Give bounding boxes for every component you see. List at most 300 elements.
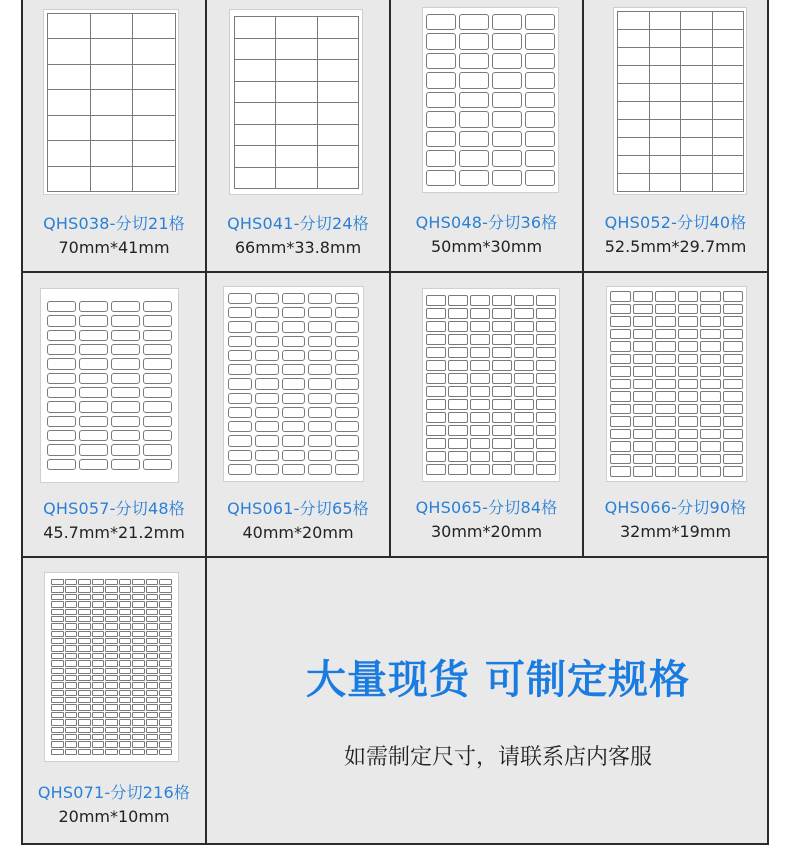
sticker-label xyxy=(255,421,279,432)
sticker-label xyxy=(132,660,145,666)
sticker-label xyxy=(92,653,105,659)
sticker-label xyxy=(79,444,108,455)
sticker-label xyxy=(426,399,446,410)
sticker-label xyxy=(723,354,744,365)
sticker-label xyxy=(536,464,556,475)
sticker-label xyxy=(78,675,91,681)
sticker-label xyxy=(51,734,64,740)
sticker-label xyxy=(228,364,252,375)
sticker-label xyxy=(159,719,172,725)
sticker-label xyxy=(655,366,676,377)
sticker-label xyxy=(633,466,654,477)
sticker-label xyxy=(514,360,534,371)
sticker-label xyxy=(146,741,159,747)
label-sheet-preview xyxy=(229,9,363,195)
sticker-label xyxy=(105,586,118,592)
grid-line xyxy=(205,0,207,844)
sticker-label xyxy=(65,690,78,696)
sticker-label xyxy=(426,33,456,49)
sticker-label xyxy=(723,429,744,440)
sticker-label xyxy=(146,690,159,696)
sticker-label xyxy=(536,412,556,423)
sticker-label xyxy=(51,704,64,710)
sticker-label xyxy=(111,459,140,470)
sticker-label xyxy=(228,407,252,418)
sticker-label xyxy=(51,579,64,585)
sticker-label xyxy=(119,741,132,747)
sticker-label xyxy=(678,329,699,340)
sticker-label xyxy=(228,321,252,332)
sticker-label xyxy=(105,712,118,718)
sticker-label xyxy=(92,704,105,710)
sticker-label xyxy=(92,594,105,600)
sticker-label xyxy=(678,454,699,465)
sticker-label xyxy=(492,386,512,397)
sticker-label xyxy=(525,150,555,166)
sticker-label xyxy=(105,690,118,696)
sticker-label xyxy=(335,336,359,347)
sticker-label xyxy=(282,378,306,389)
sticker-label xyxy=(448,399,468,410)
sticker-label xyxy=(92,682,105,688)
sticker-label xyxy=(119,675,132,681)
sticker-label xyxy=(426,150,456,166)
sticker-label xyxy=(78,727,91,733)
sticker-label xyxy=(308,450,332,461)
sticker-label xyxy=(610,291,631,302)
sticker-label xyxy=(90,166,134,192)
sticker-label xyxy=(90,140,134,166)
sticker-label xyxy=(678,416,699,427)
sticker-label xyxy=(146,645,159,651)
sticker-label xyxy=(255,364,279,375)
sticker-label xyxy=(610,416,631,427)
sticker-label xyxy=(525,72,555,88)
sticker-label xyxy=(700,391,721,402)
sticker-label xyxy=(92,734,105,740)
sticker-label xyxy=(459,92,489,108)
sticker-label xyxy=(146,668,159,674)
sticker-label xyxy=(655,466,676,477)
sticker-label xyxy=(655,316,676,327)
sticker-label xyxy=(47,416,76,427)
sticker-label xyxy=(282,393,306,404)
promo-title: 大量现货 可制定规格 xyxy=(306,657,690,703)
sticker-label xyxy=(78,734,91,740)
sticker-label xyxy=(143,444,172,455)
sticker-label xyxy=(610,304,631,315)
sticker-label xyxy=(514,321,534,332)
sticker-label xyxy=(492,451,512,462)
sticker-label xyxy=(712,101,745,120)
sticker-label xyxy=(514,334,534,345)
sticker-label xyxy=(617,101,650,120)
sticker-label xyxy=(255,336,279,347)
sticker-label xyxy=(65,594,78,600)
sticker-label xyxy=(426,425,446,436)
sticker-label xyxy=(610,366,631,377)
sticker-label xyxy=(282,336,306,347)
sticker-label xyxy=(111,344,140,355)
sticker-label xyxy=(105,594,118,600)
sticker-label xyxy=(655,354,676,365)
sticker-label xyxy=(51,719,64,725)
sticker-label xyxy=(649,173,682,192)
sticker-label xyxy=(143,315,172,326)
sticker-label xyxy=(649,137,682,156)
sticker-label xyxy=(119,668,132,674)
sticker-label xyxy=(119,704,132,710)
sticker-label xyxy=(119,645,132,651)
sticker-label xyxy=(633,304,654,315)
sticker-label xyxy=(65,609,78,615)
sticker-label xyxy=(308,336,332,347)
sticker-label xyxy=(514,373,534,384)
sticker-label xyxy=(119,712,132,718)
sticker-label xyxy=(536,425,556,436)
sticker-label xyxy=(159,601,172,607)
sticker-label xyxy=(78,749,91,755)
sticker-label xyxy=(47,315,76,326)
sticker-label xyxy=(92,749,105,755)
sticker-label xyxy=(92,660,105,666)
sticker-label xyxy=(426,14,456,30)
grid-line xyxy=(21,843,769,845)
sticker-label xyxy=(680,65,713,84)
sticker-label xyxy=(228,293,252,304)
label-sheet-preview xyxy=(44,572,179,762)
sticker-label xyxy=(228,378,252,389)
sticker-label xyxy=(105,668,118,674)
sticker-label xyxy=(723,391,744,402)
sticker-label xyxy=(426,72,456,88)
sticker-label xyxy=(65,712,78,718)
sticker-label xyxy=(610,379,631,390)
sticker-label xyxy=(680,11,713,30)
sticker-label xyxy=(78,653,91,659)
sticker-label xyxy=(712,29,745,48)
sticker-label xyxy=(47,330,76,341)
sticker-label xyxy=(255,321,279,332)
sticker-label xyxy=(700,354,721,365)
sticker-label xyxy=(448,360,468,371)
sticker-label xyxy=(105,601,118,607)
sticker-label xyxy=(448,464,468,475)
sticker-label xyxy=(228,350,252,361)
sticker-label xyxy=(78,704,91,710)
label-sheet-preview xyxy=(43,9,179,195)
sticker-label xyxy=(47,115,91,141)
sticker-label xyxy=(111,416,140,427)
sticker-label xyxy=(92,638,105,644)
sticker-label xyxy=(426,334,446,345)
sticker-label xyxy=(159,631,172,637)
sticker-label xyxy=(119,682,132,688)
product-size: 70mm*41mm xyxy=(58,238,170,257)
sticker-label xyxy=(655,329,676,340)
sticker-label xyxy=(47,401,76,412)
sticker-label xyxy=(234,167,276,190)
sticker-label xyxy=(159,623,172,629)
sticker-label xyxy=(92,712,105,718)
sticker-label xyxy=(146,601,159,607)
sticker-label xyxy=(633,316,654,327)
grid-line xyxy=(767,0,769,844)
sticker-label xyxy=(132,586,145,592)
sticker-label xyxy=(65,668,78,674)
sticker-label xyxy=(655,404,676,415)
sticker-label xyxy=(228,393,252,404)
sticker-label xyxy=(536,451,556,462)
sticker-label xyxy=(111,301,140,312)
sticker-label xyxy=(132,668,145,674)
sticker-label xyxy=(678,304,699,315)
sticker-label xyxy=(146,653,159,659)
sticker-label xyxy=(78,719,91,725)
sticker-label xyxy=(678,404,699,415)
sticker-label xyxy=(47,89,91,115)
sticker-label xyxy=(51,668,64,674)
sticker-label xyxy=(51,586,64,592)
sticker-label xyxy=(65,704,78,710)
sticker-label xyxy=(65,697,78,703)
sticker-label xyxy=(111,444,140,455)
sticker-label xyxy=(146,594,159,600)
sticker-label xyxy=(470,360,490,371)
sticker-label xyxy=(79,315,108,326)
sticker-label xyxy=(426,92,456,108)
sticker-label xyxy=(723,341,744,352)
sticker-label xyxy=(92,609,105,615)
sticker-label xyxy=(228,450,252,461)
sticker-label xyxy=(143,430,172,441)
sticker-label xyxy=(51,690,64,696)
sticker-label xyxy=(678,441,699,452)
sticker-label xyxy=(723,416,744,427)
sticker-label xyxy=(492,321,512,332)
sticker-label xyxy=(617,173,650,192)
sticker-label xyxy=(723,316,744,327)
sticker-label xyxy=(78,609,91,615)
sticker-label xyxy=(712,137,745,156)
sticker-label xyxy=(514,451,534,462)
sticker-label xyxy=(146,638,159,644)
sticker-label xyxy=(492,347,512,358)
sticker-label xyxy=(105,645,118,651)
sticker-label xyxy=(228,421,252,432)
sticker-label xyxy=(678,466,699,477)
sticker-label xyxy=(159,594,172,600)
sticker-label xyxy=(111,430,140,441)
sticker-label xyxy=(159,749,172,755)
sticker-label xyxy=(105,638,118,644)
sticker-label xyxy=(308,407,332,418)
sticker-label xyxy=(655,341,676,352)
sticker-label xyxy=(51,645,64,651)
sticker-label xyxy=(470,321,490,332)
sticker-label xyxy=(255,350,279,361)
sticker-label xyxy=(143,416,172,427)
sticker-label xyxy=(159,741,172,747)
sticker-label xyxy=(525,131,555,147)
sticker-label xyxy=(470,295,490,306)
sticker-label xyxy=(470,386,490,397)
sticker-label xyxy=(51,631,64,637)
sticker-label xyxy=(655,291,676,302)
sticker-label xyxy=(159,660,172,666)
sticker-label xyxy=(119,697,132,703)
sticker-label xyxy=(51,749,64,755)
sticker-label xyxy=(492,14,522,30)
sticker-label xyxy=(255,435,279,446)
sticker-label xyxy=(459,150,489,166)
sticker-label xyxy=(111,373,140,384)
sticker-label xyxy=(492,53,522,69)
sticker-label xyxy=(514,425,534,436)
sticker-label xyxy=(105,631,118,637)
sticker-label xyxy=(119,734,132,740)
sticker-label xyxy=(65,645,78,651)
sticker-label xyxy=(159,704,172,710)
sticker-label xyxy=(655,454,676,465)
product-model: QHS057-分切48格 xyxy=(43,499,185,518)
sticker-label xyxy=(700,366,721,377)
sticker-label xyxy=(275,59,317,82)
sticker-label xyxy=(678,316,699,327)
sticker-label xyxy=(105,579,118,585)
sticker-label xyxy=(335,293,359,304)
sticker-label xyxy=(132,631,145,637)
sticker-label xyxy=(514,347,534,358)
sticker-label xyxy=(282,421,306,432)
sticker-label xyxy=(680,155,713,174)
sticker-label xyxy=(132,140,176,166)
sticker-label xyxy=(492,111,522,127)
sticker-label xyxy=(655,304,676,315)
sticker-label xyxy=(47,140,91,166)
sticker-label xyxy=(92,601,105,607)
sticker-label xyxy=(132,734,145,740)
sticker-label xyxy=(723,379,744,390)
sticker-label xyxy=(655,379,676,390)
sticker-label xyxy=(132,749,145,755)
sticker-label xyxy=(308,464,332,475)
label-sheet-preview xyxy=(223,286,364,482)
sticker-label xyxy=(680,83,713,102)
sticker-label xyxy=(610,429,631,440)
sticker-label xyxy=(65,586,78,592)
sticker-label xyxy=(65,749,78,755)
sticker-label xyxy=(47,459,76,470)
sticker-label xyxy=(228,464,252,475)
product-size: 50mm*30mm xyxy=(430,237,543,256)
sticker-label xyxy=(282,307,306,318)
sticker-label xyxy=(119,601,132,607)
sticker-label xyxy=(655,429,676,440)
sticker-label xyxy=(119,638,132,644)
sticker-label xyxy=(255,407,279,418)
product-model: QHS038-分切21格 xyxy=(43,214,185,233)
sticker-label xyxy=(65,638,78,644)
sticker-label xyxy=(470,438,490,449)
sticker-label xyxy=(275,167,317,190)
sticker-label xyxy=(700,416,721,427)
sticker-label xyxy=(119,631,132,637)
sticker-label xyxy=(92,579,105,585)
sticker-label xyxy=(146,579,159,585)
sticker-label xyxy=(159,734,172,740)
sticker-label xyxy=(234,59,276,82)
sticker-label xyxy=(78,741,91,747)
sticker-label xyxy=(680,101,713,120)
sticker-label xyxy=(723,329,744,340)
sticker-label xyxy=(649,83,682,102)
sticker-label xyxy=(146,719,159,725)
sticker-label xyxy=(90,64,134,90)
grid-line xyxy=(21,0,23,844)
sticker-label xyxy=(448,438,468,449)
sticker-label xyxy=(633,454,654,465)
sticker-label xyxy=(228,307,252,318)
sticker-label xyxy=(536,321,556,332)
sticker-label xyxy=(78,601,91,607)
sticker-label xyxy=(308,364,332,375)
sticker-label xyxy=(514,386,534,397)
sticker-label xyxy=(536,295,556,306)
sticker-label xyxy=(92,623,105,629)
sticker-label xyxy=(92,719,105,725)
sticker-label xyxy=(459,33,489,49)
sticker-label xyxy=(255,393,279,404)
sticker-label xyxy=(308,350,332,361)
sticker-label xyxy=(234,16,276,39)
sticker-label xyxy=(514,464,534,475)
sticker-label xyxy=(335,321,359,332)
sticker-label xyxy=(78,586,91,592)
sticker-label xyxy=(92,616,105,622)
sticker-label xyxy=(119,623,132,629)
sticker-label xyxy=(335,450,359,461)
sticker-label xyxy=(119,690,132,696)
sticker-label xyxy=(47,430,76,441)
sticker-label xyxy=(655,391,676,402)
sticker-label xyxy=(132,64,176,90)
sticker-label xyxy=(132,609,145,615)
product-model: QHS052-分切40格 xyxy=(604,213,747,232)
sticker-label xyxy=(159,697,172,703)
sticker-label xyxy=(448,373,468,384)
sticker-label xyxy=(51,741,64,747)
sticker-label xyxy=(514,399,534,410)
sticker-label xyxy=(723,291,744,302)
sticker-label xyxy=(536,399,556,410)
sticker-label xyxy=(655,441,676,452)
sticker-label xyxy=(105,741,118,747)
label-sheet-preview xyxy=(422,288,560,482)
sticker-label xyxy=(633,416,654,427)
sticker-label xyxy=(146,616,159,622)
sticker-label xyxy=(79,301,108,312)
sticker-label xyxy=(132,675,145,681)
sticker-label xyxy=(146,631,159,637)
sticker-label xyxy=(78,616,91,622)
sticker-label xyxy=(335,378,359,389)
sticker-label xyxy=(335,350,359,361)
sticker-label xyxy=(146,675,159,681)
sticker-label xyxy=(105,616,118,622)
sticker-label xyxy=(282,364,306,375)
sticker-label xyxy=(47,444,76,455)
